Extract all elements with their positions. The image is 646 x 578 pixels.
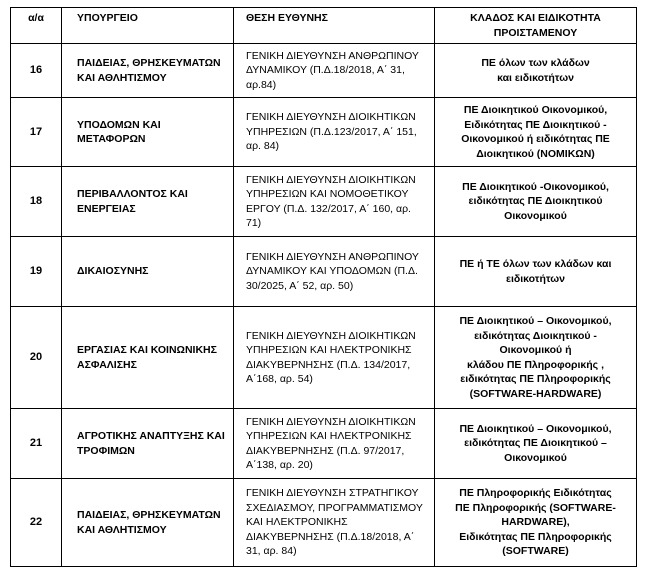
ministry-cell: ΠΑΙΔΕΙΑΣ, ΘΡΗΣΚΕΥΜΑΤΩΝ ΚΑΙ ΑΘΛΗΤΙΣΜΟΥ <box>62 479 234 567</box>
row-number: 19 <box>11 237 62 307</box>
row-number: 18 <box>11 167 62 237</box>
ministry-cell: ΠΕΡΙΒΑΛΛΟΝΤΟΣ ΚΑΙ ΕΝΕΡΓΕΙΑΣ <box>62 167 234 237</box>
header-specialty: ΚΛΑΔΟΣ ΚΑΙ ΕΙΔΙΚΟΤΗΤΑ ΠΡΟΙΣΤΑΜΕΝΟΥ <box>435 8 637 44</box>
table-row <box>11 307 637 409</box>
specialty-line: ΠΕ Πληροφορικής Ειδικότητας <box>459 487 612 500</box>
specialty-line: (SOFTWARE) <box>502 545 569 558</box>
specialty-line: Οικονομικού ή ειδικότητας ΠΕ <box>461 133 610 145</box>
row-number: 22 <box>11 479 62 567</box>
table-row <box>11 479 637 567</box>
specialty-line: και ειδικοτήτων <box>497 71 574 84</box>
specialty-line: Ειδικότητας ΠΕ Διοικητικού - <box>464 118 607 131</box>
position-cell: ΓΕΝΙΚΗ ΔΙΕΥΘΥΝΣΗ ΣΤΡΑΤΗΓΙΚΟΥ ΣΧΕΔΙΑΣΜΟΥ, ΠΡΟΓΡΑΜΜΑΤΙΣΜΟΥ ΚΑΙ ΗΛΕΚΤΡΟΝΙΚΗΣ ΔΙΑΚΥΒΕΡΝΗΣΗΣ (Π.Δ.18/2018, Α΄ 31, αρ. 84) <box>234 479 435 567</box>
header-row <box>11 8 637 44</box>
table-row <box>11 409 637 479</box>
specialty-line: ειδικότητας Διοικητικού - <box>474 329 597 342</box>
table-row <box>11 237 637 307</box>
position-cell: ΓΕΝΙΚΗ ΔΙΕΥΘΥΝΣΗ ΔΙΟΙΚΗΤΙΚΩΝ ΥΠΗΡΕΣΙΩΝ ΚΑΙ ΗΛΕΚΤΡΟΝΙΚΗΣ ΔΙΑΚΥΒΕΡΝΗΣΗΣ (Π.Δ. 134/2017, Α΄168, αρ. 54) <box>234 307 435 409</box>
table-row <box>11 167 637 237</box>
specialty-line: ΠΕ ή ΤΕ όλων των κλάδων και <box>459 258 612 270</box>
header-ministry: ΥΠΟΥΡΓΕΙΟ <box>62 8 234 44</box>
specialty-cell <box>435 237 637 307</box>
row-number: 21 <box>11 409 62 479</box>
specialty-line: ΠΕ Διοικητικού – Οικονομικού, <box>459 422 612 435</box>
position-cell: ΓΕΝΙΚΗ ΔΙΕΥΘΥΝΣΗ ΔΙΟΙΚΗΤΙΚΩΝ ΥΠΗΡΕΣΙΩΝ (Π.Δ.123/2017, Α΄ 151, αρ. 84) <box>234 98 435 167</box>
specialty-line: ΠΕ Πληροφορικής (SOFTWARE- <box>455 501 616 514</box>
specialty-line: Διοικητικού (ΝΟΜΙΚΩΝ) <box>476 147 595 160</box>
ministry-cell: ΑΓΡΟΤΙΚΗΣ ΑΝΑΠΤΥΞΗΣ ΚΑΙ ΤΡΟΦΙΜΩΝ <box>62 409 234 479</box>
position-cell: ΓΕΝΙΚΗ ΔΙΕΥΘΥΝΣΗ ΑΝΘΡΩΠΙΝΟΥ ΔΥΝΑΜΙΚΟΥ ΚΑΙ ΥΠΟΔΟΜΩΝ (Π.Δ. 30/2025, Α΄ 52, αρ. 50) <box>234 237 435 307</box>
specialty-line: ΠΕ Διοικητικού -Οικονομικού, <box>462 180 609 193</box>
ministry-cell: ΔΙΚΑΙΟΣΥΝΗΣ <box>62 237 234 307</box>
specialty-cell <box>435 479 637 567</box>
row-number: 16 <box>11 44 62 98</box>
row-number: 17 <box>11 98 62 167</box>
position-cell: ΓΕΝΙΚΗ ΔΙΕΥΘΥΝΣΗ ΔΙΟΙΚΗΤΙΚΩΝ ΥΠΗΡΕΣΙΩΝ ΚΑΙ ΝΟΜΟΘΕΤΙΚΟΥ ΕΡΓΟΥ (Π.Δ. 132/2017, Α΄ 160, αρ. 71) <box>234 167 435 237</box>
table-row <box>11 98 637 167</box>
specialty-cell <box>435 307 637 409</box>
position-cell: ΓΕΝΙΚΗ ΔΙΕΥΘΥΝΣΗ ΔΙΟΙΚΗΤΙΚΩΝ ΥΠΗΡΕΣΙΩΝ ΚΑΙ ΗΛΕΚΤΡΟΝΙΚΗΣ ΔΙΑΚΥΒΕΡΝΗΣΗΣ (Π.Δ. 97/2017, Α΄138, αρ. 20) <box>234 409 435 479</box>
header-position: ΘΕΣΗ ΕΥΘΥΝΗΣ <box>234 8 435 44</box>
specialty-cell <box>435 44 637 98</box>
specialty-line: Οικονομικού <box>504 209 567 222</box>
specialty-line: κλάδου ΠΕ Πληροφορικής , <box>467 358 604 371</box>
specialty-line: ειδικότητας ΠΕ Διοικητικού – <box>464 437 607 450</box>
ministry-cell: ΕΡΓΑΣΙΑΣ ΚΑΙ ΚΟΙΝΩΝΙΚΗΣ ΑΣΦΑΛΙΣΗΣ <box>62 307 234 409</box>
specialty-line: ΠΕ όλων των κλάδων <box>481 57 590 69</box>
specialty-cell <box>435 167 637 237</box>
table-row <box>11 44 637 98</box>
specialty-line: Οικονομικού ή <box>499 344 572 356</box>
row-number: 20 <box>11 307 62 409</box>
specialty-line: ειδικοτήτων <box>505 272 566 285</box>
specialty-line: Ειδικότητας ΠΕ Πληροφορικής <box>459 530 612 543</box>
header-aa: α/α <box>11 8 62 44</box>
specialty-line: (SOFTWARE-HARDWARE) <box>469 387 602 400</box>
position-cell: ΓΕΝΙΚΗ ΔΙΕΥΘΥΝΣΗ ΑΝΘΡΩΠΙΝΟΥ ΔΥΝΑΜΙΚΟΥ (Π.Δ.18/2018, Α΄ 31, αρ.84) <box>234 44 435 98</box>
specialty-line: ειδικότητας ΠΕ Διοικητικού <box>468 195 603 208</box>
specialty-line: ΠΕ Διοικητικού – Οικονομικού, <box>459 315 612 327</box>
ministry-cell: ΥΠΟΔΟΜΩΝ ΚΑΙ ΜΕΤΑΦΟΡΩΝ <box>62 98 234 167</box>
specialty-line: HARDWARE), <box>501 516 570 529</box>
specialty-line: ειδικότητας ΠΕ Πληροφορικής <box>460 373 611 385</box>
specialty-cell <box>435 409 637 479</box>
ministries-table <box>10 7 637 567</box>
specialty-line: ΠΕ Διοικητικού Οικονομικού, <box>463 104 608 116</box>
ministry-cell: ΠΑΙΔΕΙΑΣ, ΘΡΗΣΚΕΥΜΑΤΩΝ ΚΑΙ ΑΘΛΗΤΙΣΜΟΥ <box>62 44 234 98</box>
specialty-line: Οικονομικού <box>504 451 567 464</box>
specialty-cell <box>435 98 637 167</box>
